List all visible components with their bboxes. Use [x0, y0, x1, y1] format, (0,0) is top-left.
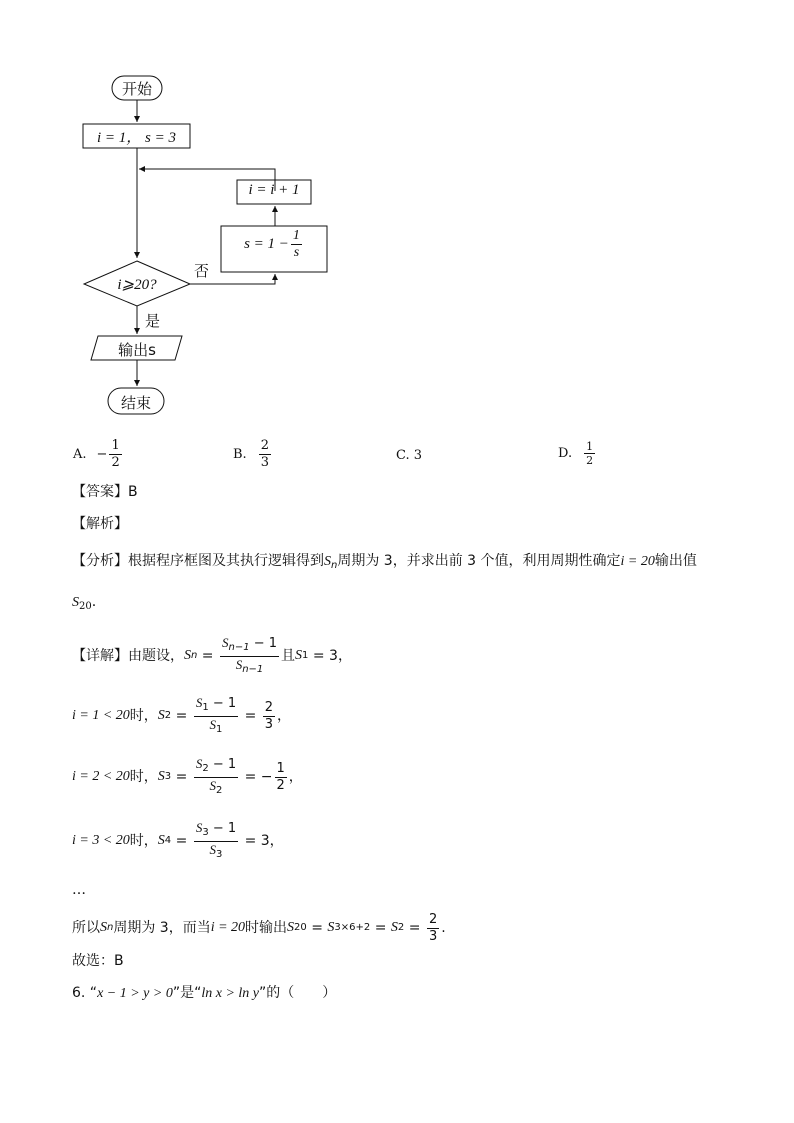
next-question — [72, 983, 336, 1004]
option-b-label: B. — [233, 447, 247, 462]
step-1-num-tail: − 1 — [208, 695, 237, 711]
step-2-res-sign: − — [260, 769, 273, 785]
step-1-tail: ， — [277, 708, 292, 724]
step-1-res-num: 2 — [264, 699, 274, 715]
step-1-lhs-sub: 2 — [164, 710, 172, 721]
step-2-lhs-sub: 3 — [164, 771, 172, 782]
step-1-cond: i = 1 < 20 — [72, 708, 130, 723]
detail-s1-sub: 1 — [302, 650, 309, 661]
end-label: 结束 — [120, 394, 151, 412]
step-1-res-den: 3 — [264, 716, 274, 732]
step-2-res-num: 1 — [276, 760, 285, 776]
fenxi-tag: 【分析】 — [72, 553, 128, 569]
answer-tag: 【答案】 — [72, 484, 128, 500]
init-label: i = 1， s = 3 — [97, 130, 176, 146]
fenxi-text-2: 周期为 3，并求出前 3 个值，利用周期性确定 — [337, 553, 621, 569]
detail-and: 且 — [281, 648, 296, 664]
step-3-cond: i = 3 < 20 — [72, 833, 130, 848]
next-q-text-1: 6. “ — [72, 985, 98, 1001]
detail-tag: 【详解】 — [72, 648, 128, 664]
option-b — [233, 438, 273, 471]
conclusion-eq1: = — [306, 920, 328, 936]
step-3: i = 3 < 20 时， S 4 = $\frac{S_3 - 1}{S_3}$ = 3 ， — [72, 819, 284, 860]
step-2-tail: ， — [288, 769, 303, 785]
detail-line — [72, 636, 352, 676]
answer-line — [72, 482, 138, 502]
step-2-cond: i = 2 < 20 — [72, 769, 130, 784]
detail-den: S — [235, 656, 243, 672]
detail-num-tail: − 1 — [249, 635, 278, 651]
option-d-num: 1 — [586, 440, 594, 453]
update-s-num: 1 — [292, 228, 300, 243]
step-3-lhs-sub: 4 — [164, 835, 172, 846]
step-2-num-sub: 2 — [202, 762, 209, 774]
analysis-tag: 【解析】 — [72, 516, 128, 532]
option-a-den: 2 — [111, 455, 120, 470]
conclusion-s20: S — [287, 920, 295, 935]
step-1-shi: 时， — [129, 708, 158, 724]
conclusion-eq3: = — [404, 920, 425, 936]
option-a-num: 1 — [111, 438, 120, 453]
fenxi-line — [72, 551, 697, 576]
detail-s1-val: = 3 — [308, 648, 338, 664]
fenxi-text-3: 输出值 — [654, 553, 697, 569]
step-3-den-sub: 3 — [216, 848, 223, 860]
option-d-label: D. — [558, 446, 573, 461]
fenxi-s20: S — [72, 595, 79, 610]
step-1-den: S — [209, 716, 217, 732]
detail-num: S — [221, 634, 229, 650]
step-3-res: = 3 — [240, 833, 270, 849]
next-q-text-2: ”是“ — [172, 985, 202, 1001]
option-d-den: 2 — [586, 454, 594, 467]
conclusion-cond: i = 20 — [210, 920, 246, 935]
step-2: i = 2 < 20 时， S 3 = $\frac{S_2 - 1}{S_2}$ = − $\frac{1}{2}$ ， — [72, 755, 303, 796]
yes-label: 是 — [145, 312, 161, 330]
detail-eq: = — [197, 648, 218, 664]
option-d — [558, 440, 597, 467]
fenxi-sn: S — [324, 554, 331, 569]
detail-text-1: 由题设， — [128, 648, 184, 664]
conclusion-line — [72, 908, 446, 948]
detail-sn-sub: n — [191, 650, 198, 661]
detail-den-sub: n−1 — [242, 663, 264, 675]
step-2-den: S — [209, 777, 217, 793]
conclusion-eq2: = — [370, 920, 391, 936]
option-b-den: 3 — [260, 455, 269, 470]
step-2-num-tail: − 1 — [208, 756, 237, 772]
detail-comma: ， — [337, 648, 352, 664]
choice-line: 故选：B — [72, 953, 124, 969]
step-3-lhs: S — [157, 833, 165, 848]
option-b-num: 2 — [260, 438, 269, 453]
option-c: C. 3 — [396, 448, 423, 463]
fenxi-period: . — [91, 594, 97, 610]
step-1-den-sub: 1 — [216, 723, 223, 735]
fenxi-cond: i = 20 — [620, 554, 655, 569]
conclusion-s3: S — [327, 920, 335, 935]
conclusion-frac-den: 3 — [428, 928, 438, 944]
step-3-num-tail: − 1 — [208, 820, 237, 836]
conclusion-text-2: 周期为 3，而当 — [113, 920, 211, 936]
answer-value: B — [128, 484, 138, 500]
next-q-text-3: ”的（ ） — [259, 985, 337, 1001]
conclusion-sn: S — [100, 920, 107, 935]
increment-label: i = i + 1 — [248, 182, 300, 198]
step-1-lhs: S — [157, 708, 165, 723]
fenxi-sn-sub: n — [331, 560, 338, 571]
conclusion-s2-sub: 2 — [397, 922, 405, 933]
step-3-num: S — [195, 819, 203, 835]
option-a — [73, 438, 124, 471]
step-3-num-sub: 3 — [202, 826, 209, 838]
fenxi-s20-sub: 20 — [79, 601, 92, 612]
conclusion-s2: S — [390, 920, 398, 935]
condition-label: i⩾20? — [117, 277, 157, 293]
fenxi-text-1: 根据程序框图及其执行逻辑得到 — [128, 553, 324, 569]
conclusion-text-1: 所以 — [72, 920, 100, 936]
update-s-fraction — [291, 228, 302, 261]
step-2-den-sub: 2 — [216, 784, 223, 796]
step-2-shi: 时， — [129, 769, 158, 785]
update-s-den: s — [293, 245, 300, 260]
step-3-tail: ， — [269, 833, 284, 849]
next-q-expr1: x − 1 > y > 0 — [97, 986, 173, 1001]
update-s-left: s = 1 − — [244, 236, 289, 252]
conclusion-period: . — [441, 920, 446, 936]
step-1: i = 1 < 20 时， S 2 = $\frac{S_1 - 1}{S_1}$ = $\frac{2}{3}$ ， — [72, 694, 292, 735]
detail-s1: S — [295, 648, 303, 663]
ellipsis: … — [72, 882, 86, 898]
step-3-den: S — [209, 841, 217, 857]
fenxi-line-2 — [72, 592, 96, 617]
step-2-num: S — [195, 755, 203, 771]
start-label: 开始 — [121, 80, 152, 98]
conclusion-text-3: 时输出 — [245, 920, 288, 936]
conclusion-s20-sub: 20 — [294, 922, 307, 933]
step-1-num-sub: 1 — [202, 701, 209, 713]
option-a-sign: − — [96, 447, 108, 462]
step-2-lhs: S — [157, 769, 165, 784]
detail-sn: S — [184, 648, 191, 663]
flowchart — [0, 0, 794, 430]
conclusion-frac-num: 2 — [428, 911, 438, 927]
no-label: 否 — [194, 262, 210, 280]
option-a-label: A. — [73, 447, 87, 462]
detail-num-sub: n−1 — [228, 641, 250, 653]
conclusion-sn-sub: n — [107, 922, 114, 933]
update-s-label — [221, 228, 327, 261]
conclusion-s3-sub: 3×6+2 — [334, 922, 371, 933]
step-2-res-den: 2 — [276, 777, 285, 793]
next-q-expr2: ln x > ln y — [201, 986, 260, 1001]
step-1-num: S — [195, 694, 203, 710]
output-label: 输出s — [118, 341, 156, 359]
detail-frac — [220, 635, 279, 678]
step-3-shi: 时， — [129, 833, 158, 849]
